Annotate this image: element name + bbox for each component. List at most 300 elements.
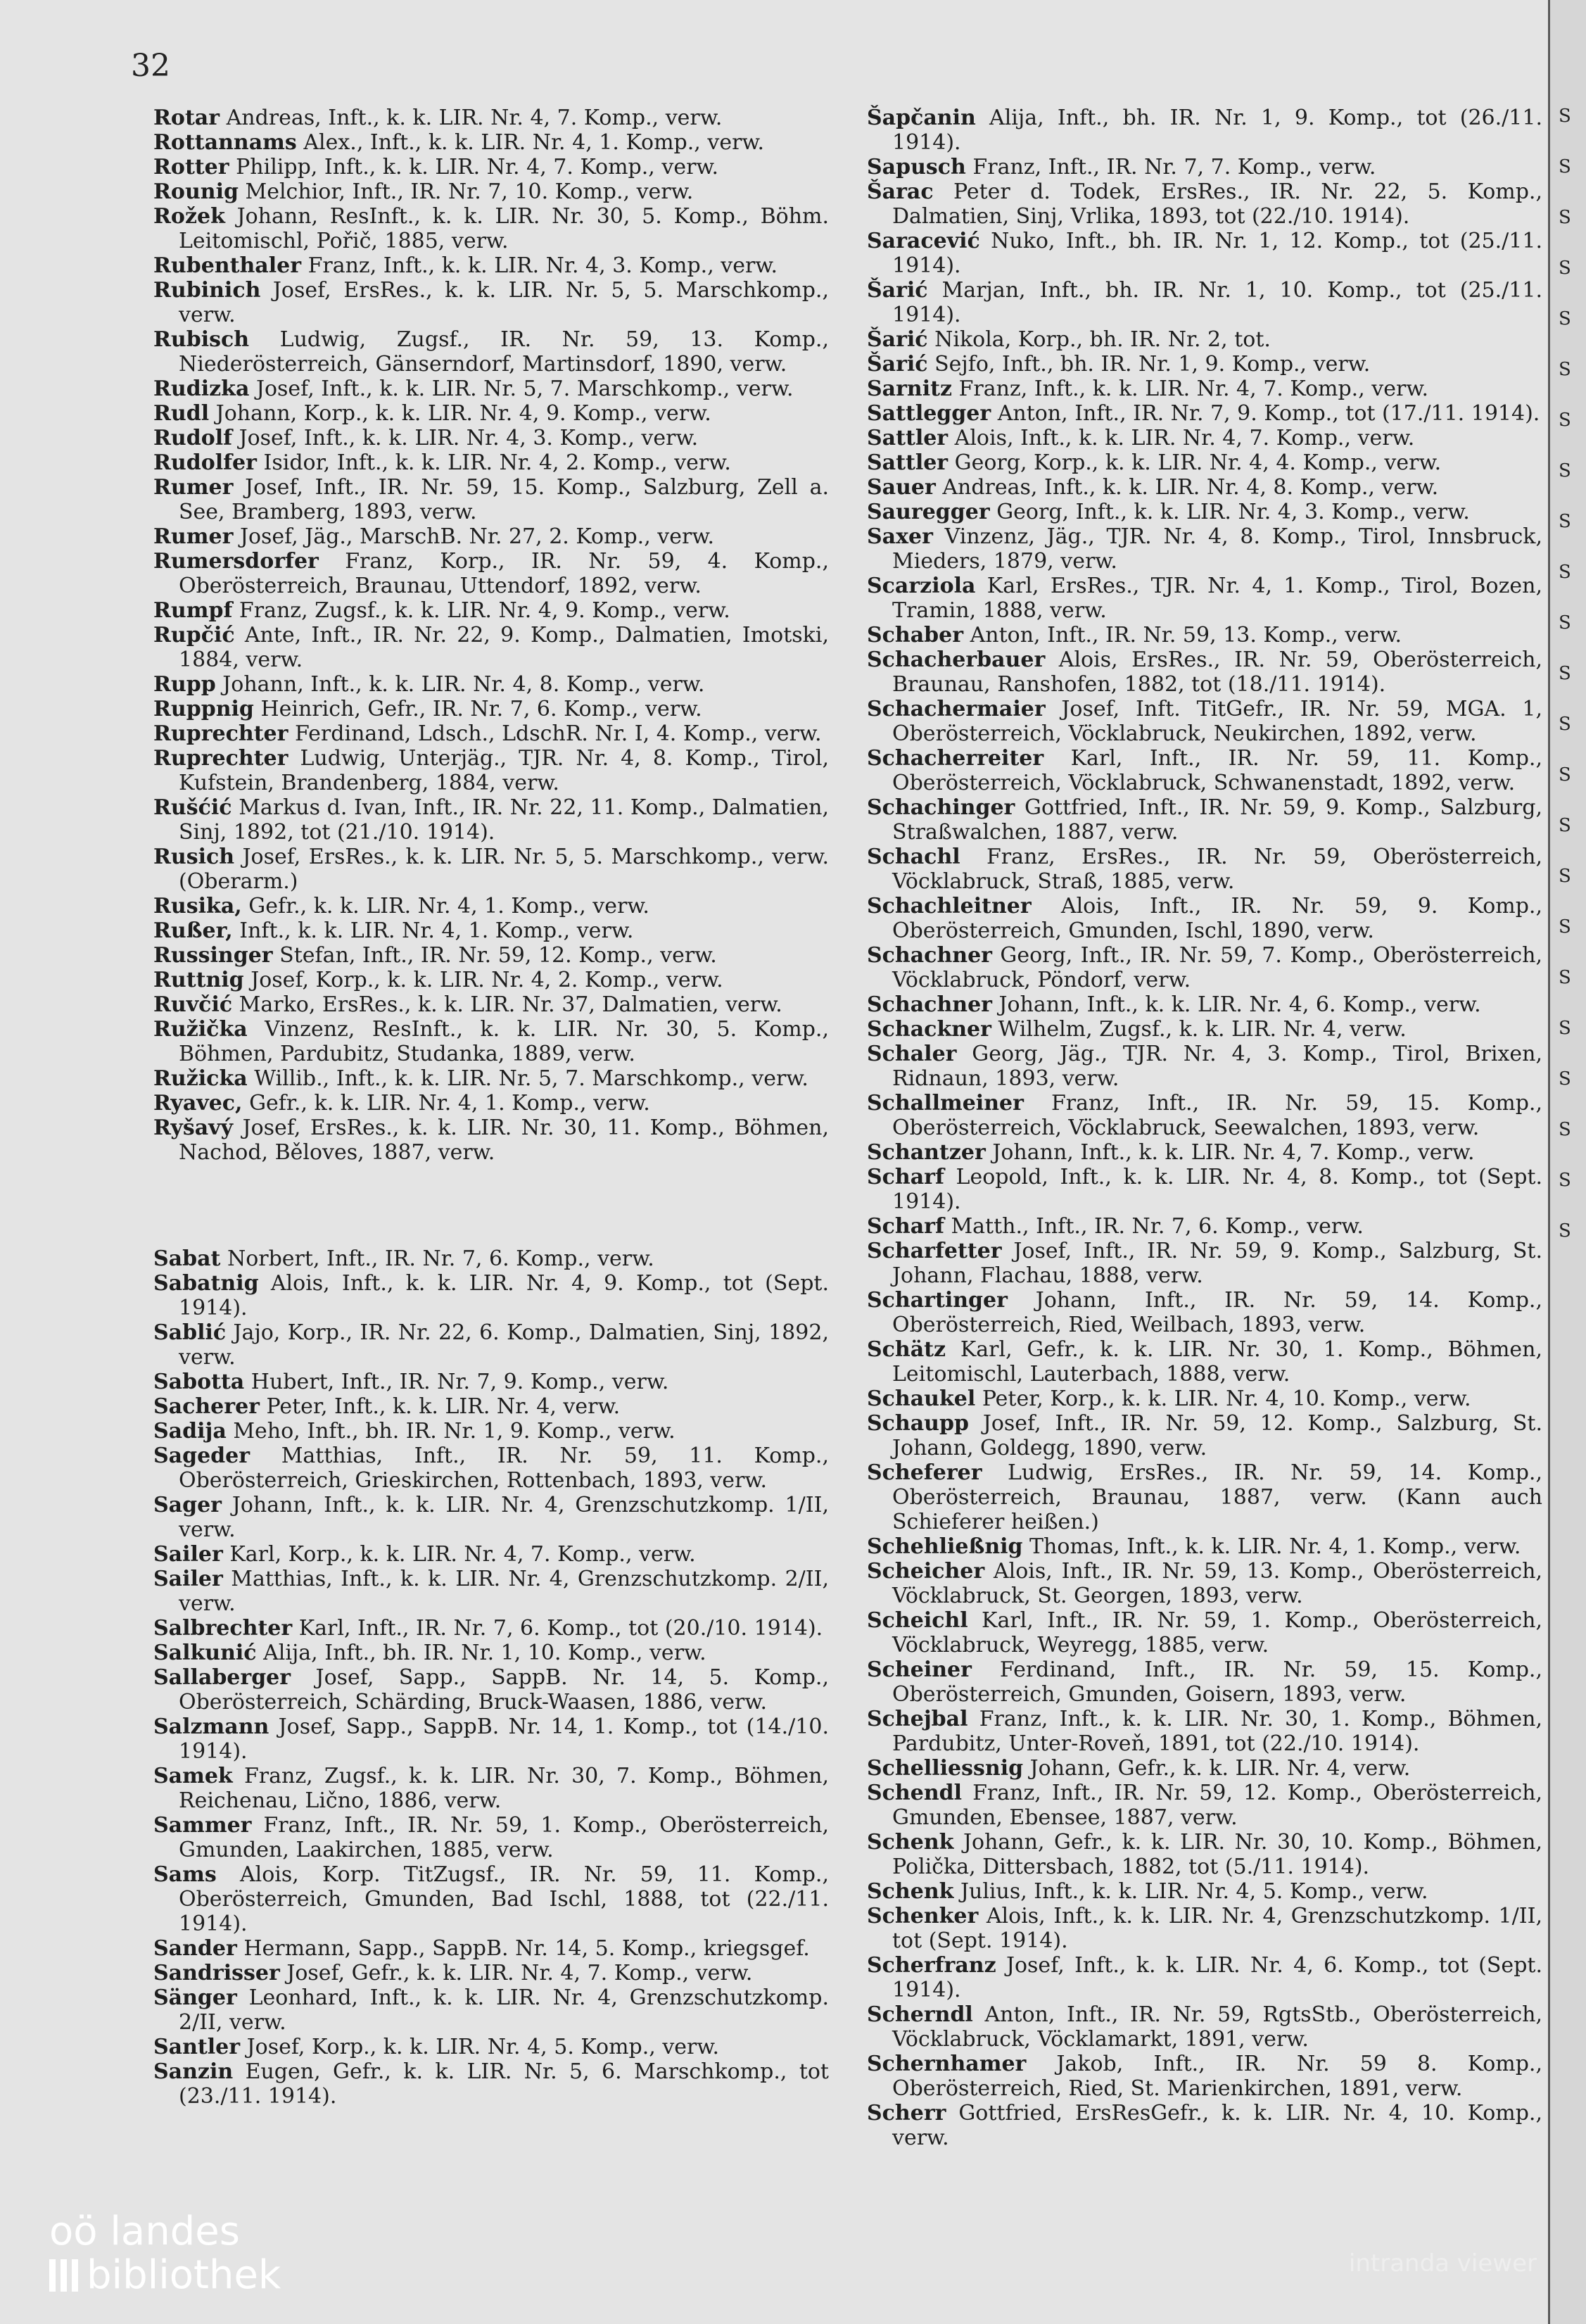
entry-surname: Rußer, bbox=[153, 918, 233, 943]
entry-details: Josef, Inft., k. k. LIR. Nr. 4, 6. Komp., tot (Sept. 1914). bbox=[892, 1953, 1542, 2002]
entry-surname: Schallmeiner bbox=[867, 1091, 1024, 1116]
entry-surname: Salzmann bbox=[153, 1714, 269, 1739]
list-entry bbox=[153, 1714, 829, 1764]
edge-letter: S bbox=[1559, 308, 1571, 329]
entry-details: Philipp, Inft., k. k. LIR. Nr. 4, 7. Komp., verw. bbox=[236, 155, 719, 179]
entry-surname: Sams bbox=[153, 1862, 217, 1887]
entry-surname: Rožek bbox=[153, 204, 225, 229]
entry-details: Josef, Inft. TitGefr., IR. Nr. 59, MGA. 1, Oberösterreich, Vöcklabruck, Neukirchen, 1892, verw. bbox=[892, 697, 1542, 746]
list-entry bbox=[153, 721, 829, 746]
entry-surname: Schätz bbox=[867, 1337, 946, 1362]
list-entry bbox=[867, 1781, 1542, 1830]
list-entry bbox=[867, 795, 1542, 845]
entry-details: Franz, Inft., IR. Nr. 59, 15. Komp., Oberösterreich, Vöcklabruck, Seewalchen, 1893, verw. bbox=[892, 1091, 1542, 1140]
entry-surname: Ruvčić bbox=[153, 992, 233, 1017]
list-entry bbox=[867, 1017, 1542, 1042]
list-entry bbox=[153, 1567, 829, 1616]
list-entry bbox=[153, 1066, 829, 1091]
entry-surname: Sageder bbox=[153, 1444, 250, 1468]
list-entry bbox=[153, 155, 829, 179]
entry-details: Stefan, Inft., IR. Nr. 59, 12. Komp., verw. bbox=[279, 943, 717, 968]
entry-surname: Sanzin bbox=[153, 2059, 234, 2084]
entry-details: Franz, Zugsf., k. k. LIR. Nr. 30, 7. Komp., Böhmen, Reichenau, Lično, 1886, verw. bbox=[179, 1764, 829, 1813]
entry-surname: Rumpf bbox=[153, 598, 233, 623]
list-entry bbox=[867, 179, 1542, 229]
list-entry bbox=[867, 574, 1542, 623]
list-entry bbox=[867, 943, 1542, 992]
list-entry bbox=[867, 352, 1542, 377]
entry-details: Ferdinand, Inft., IR. Nr. 59, 15. Komp., Oberösterreich, Gmunden, Goisern, 1893, verw. bbox=[892, 1657, 1542, 1707]
list-entry bbox=[153, 377, 829, 401]
entry-details: Josef, Jäg., MarschB. Nr. 27, 2. Komp., verw. bbox=[239, 524, 714, 549]
list-entry bbox=[153, 746, 829, 795]
entry-surname: Šarić bbox=[867, 327, 928, 352]
entry-surname: Sacherer bbox=[153, 1394, 260, 1419]
entry-surname: Schantzer bbox=[867, 1140, 986, 1165]
entry-details: Franz, Inft., IR. Nr. 7, 7. Komp., verw. bbox=[972, 155, 1376, 179]
entry-details: Franz, ErsRes., IR. Nr. 59, Oberösterreich, Vöcklabruck, Straß, 1885, verw. bbox=[892, 845, 1542, 894]
list-entry bbox=[153, 450, 829, 475]
list-entry bbox=[153, 623, 829, 672]
list-entry bbox=[153, 992, 829, 1017]
entry-details: Markus d. Ivan, Inft., IR. Nr. 22, 11. Komp., Dalmatien, Sinj, 1892, tot (21./10. 1914). bbox=[179, 795, 829, 845]
entry-surname: Rudolfer bbox=[153, 450, 257, 475]
entry-surname: Schenk bbox=[867, 1879, 954, 1904]
list-entry bbox=[153, 1961, 829, 1985]
list-entry bbox=[153, 1616, 829, 1641]
edge-letter: S bbox=[1559, 156, 1571, 177]
entry-details: Willib., Inft., k. k. LIR. Nr. 5, 7. Marschkomp., verw. bbox=[254, 1066, 808, 1091]
entry-details: Leopold, Inft., k. k. LIR. Nr. 4, 8. Komp., tot (Sept. 1914). bbox=[892, 1165, 1542, 1214]
entry-surname: Samek bbox=[153, 1764, 233, 1788]
entry-surname: Sänger bbox=[153, 1985, 237, 2010]
entry-surname: Schachner bbox=[867, 943, 992, 968]
entry-details: Matth., Inft., IR. Nr. 7, 6. Komp., verw. bbox=[951, 1214, 1364, 1239]
list-entry bbox=[153, 1764, 829, 1813]
list-entry bbox=[153, 130, 829, 155]
entry-surname: Scharfetter bbox=[867, 1239, 1002, 1263]
list-entry bbox=[153, 598, 829, 623]
list-entry bbox=[867, 106, 1542, 155]
list-entry bbox=[153, 253, 829, 278]
entry-details: Josef, Inft., k. k. LIR. Nr. 4, 3. Komp., verw. bbox=[239, 426, 699, 450]
entry-details: Gefr., k. k. LIR. Nr. 4, 1. Komp., verw. bbox=[249, 1091, 650, 1116]
entry-surname: Šarac bbox=[867, 179, 934, 204]
list-entry bbox=[153, 549, 829, 598]
list-entry bbox=[153, 1271, 829, 1320]
entry-details: Alex., Inft., k. k. LIR. Nr. 4, 1. Komp., verw. bbox=[303, 130, 765, 155]
entry-surname: Ruprechter bbox=[153, 746, 288, 771]
list-entry bbox=[867, 1337, 1542, 1387]
entry-surname: Schacherreiter bbox=[867, 746, 1044, 771]
entry-details: Alija, Inft., bh. IR. Nr. 1, 9. Komp., tot (26./11. 1914). bbox=[892, 106, 1542, 155]
entry-surname: Schehließnig bbox=[867, 1534, 1023, 1559]
library-logo bbox=[49, 2210, 281, 2297]
entry-details: Franz, Inft., IR. Nr. 59, 1. Komp., Oberösterreich, Gmunden, Laakirchen, 1885, verw. bbox=[179, 1813, 829, 1862]
list-entry bbox=[867, 155, 1542, 179]
entry-surname: Ryšavý bbox=[153, 1116, 234, 1140]
entry-details: Franz, Inft., k. k. LIR. Nr. 4, 7. Komp., verw. bbox=[958, 377, 1428, 401]
list-entry bbox=[153, 943, 829, 968]
adjacent-page-edge bbox=[1548, 0, 1586, 2324]
list-entry bbox=[153, 278, 829, 327]
list-entry bbox=[153, 1862, 829, 1936]
list-entry bbox=[867, 1608, 1542, 1657]
entry-details: Johann, ResInft., k. k. LIR. Nr. 30, 5. Komp., Böhm. Leitomischl, Pořič, 1885, verw. bbox=[179, 204, 830, 253]
entry-surname: Sandrisser bbox=[153, 1961, 280, 1985]
entry-surname: Rubisch bbox=[153, 327, 250, 352]
entry-surname: Rupp bbox=[153, 672, 216, 697]
list-entry bbox=[867, 1707, 1542, 1756]
entry-surname: Schacherbauer bbox=[867, 648, 1046, 672]
entry-surname: Ružicka bbox=[153, 1066, 248, 1091]
entry-surname: Rudl bbox=[153, 401, 210, 426]
list-entry bbox=[153, 1370, 829, 1394]
list-entry bbox=[153, 475, 829, 524]
entry-surname: Schaber bbox=[867, 623, 964, 648]
entry-details: Wilhelm, Zugsf., k. k. LIR. Nr. 4, verw. bbox=[998, 1017, 1407, 1042]
list-entry bbox=[153, 918, 829, 943]
entry-surname: Schenker bbox=[867, 1904, 979, 1928]
entry-surname: Sauregger bbox=[867, 500, 990, 524]
list-entry bbox=[867, 1140, 1542, 1165]
list-entry bbox=[153, 106, 829, 130]
entry-surname: Schackner bbox=[867, 1017, 991, 1042]
entry-surname: Šarić bbox=[867, 352, 928, 377]
list-entry bbox=[153, 426, 829, 450]
entry-surname: Salkunić bbox=[153, 1641, 257, 1665]
entry-details: Georg, Inft., IR. Nr. 59, 7. Komp., Oberösterreich, Vöcklabruck, Pöndorf, verw. bbox=[892, 943, 1542, 992]
entry-surname: Santler bbox=[153, 2035, 241, 2059]
entry-details: Ante, Inft., IR. Nr. 22, 9. Komp., Dalmatien, Imotski, 1884, verw. bbox=[179, 623, 829, 672]
entry-surname: Rumer bbox=[153, 524, 234, 549]
entry-details: Josef, Korp., k. k. LIR. Nr. 4, 5. Komp., verw. bbox=[246, 2035, 720, 2059]
entry-details: Melchior, Inft., IR. Nr. 7, 10. Komp., verw. bbox=[245, 179, 694, 204]
list-entry bbox=[867, 1460, 1542, 1534]
entry-details: Johann, Gefr., k. k. LIR. Nr. 4, verw. bbox=[1029, 1756, 1411, 1781]
list-entry bbox=[867, 746, 1542, 795]
entry-surname: Šarić bbox=[867, 278, 928, 303]
edge-letter: S bbox=[1559, 106, 1571, 127]
list-entry bbox=[153, 1542, 829, 1567]
entry-details: Franz, Inft., k. k. LIR. Nr. 4, 3. Komp., verw. bbox=[307, 253, 778, 278]
entry-details: Alois, Inft., k. k. LIR. Nr. 4, 9. Komp., tot (Sept. 1914). bbox=[179, 1271, 829, 1320]
entry-surname: Russinger bbox=[153, 943, 273, 968]
list-entry bbox=[153, 1246, 829, 1271]
list-entry bbox=[153, 1665, 829, 1714]
entry-details: Inft., k. k. LIR. Nr. 4, 1. Komp., verw. bbox=[239, 918, 634, 943]
section-gap bbox=[153, 1165, 829, 1246]
list-entry bbox=[867, 450, 1542, 475]
list-entry bbox=[867, 1904, 1542, 1953]
entry-details: Johann, Inft., k. k. LIR. Nr. 4, 8. Komp., verw. bbox=[222, 672, 705, 697]
entry-surname: Sager bbox=[153, 1493, 222, 1517]
list-entry bbox=[867, 648, 1542, 697]
entry-surname: Schaler bbox=[867, 1042, 957, 1066]
list-entry bbox=[153, 401, 829, 426]
edge-letter: S bbox=[1559, 1220, 1571, 1242]
list-entry bbox=[153, 968, 829, 992]
list-entry bbox=[867, 1411, 1542, 1460]
entry-details: Meho, Inft., bh. IR. Nr. 1, 9. Komp., verw. bbox=[233, 1419, 675, 1444]
entry-surname: Rusika, bbox=[153, 894, 242, 918]
entry-surname: Ryavec, bbox=[153, 1091, 243, 1116]
list-entry bbox=[153, 327, 829, 377]
entry-surname: Schernhamer bbox=[867, 2052, 1027, 2076]
entry-details: Johann, Inft., k. k. LIR. Nr. 4, 6. Komp., verw. bbox=[998, 992, 1481, 1017]
entry-details: Karl, Inft., IR. Nr. 59, 11. Komp., Oberösterreich, Vöcklabruck, Schwanenstadt, 1892, verw. bbox=[892, 746, 1542, 795]
edge-letter: S bbox=[1559, 612, 1571, 633]
entry-surname: Schachermaier bbox=[867, 697, 1046, 721]
entry-details: Franz, Zugsf., k. k. LIR. Nr. 4, 9. Komp., verw. bbox=[239, 598, 730, 623]
entry-details: Franz, Inft., IR. Nr. 59, 12. Komp., Oberösterreich, Gmunden, Ebensee, 1887, verw. bbox=[892, 1781, 1543, 1830]
list-entry bbox=[867, 327, 1542, 352]
edge-letter: S bbox=[1559, 967, 1571, 988]
list-entry bbox=[153, 2035, 829, 2059]
entry-details: Gottfried, Inft., IR. Nr. 59, 9. Komp., Salzburg, Straßwalchen, 1887, verw. bbox=[892, 795, 1542, 845]
entry-surname: Scheiner bbox=[867, 1657, 972, 1682]
list-entry bbox=[153, 2059, 829, 2109]
entry-details: Franz, Inft., k. k. LIR. Nr. 30, 1. Komp., Böhmen, Pardubitz, Unter-Roveň, 1891, tot (22./10. 1914). bbox=[892, 1707, 1542, 1756]
entry-details: Karl, Korp., k. k. LIR. Nr. 4, 7. Komp., verw. bbox=[229, 1542, 696, 1567]
list-entry bbox=[867, 278, 1542, 327]
list-entry bbox=[153, 1091, 829, 1116]
entry-details: Leonhard, Inft., k. k. LIR. Nr. 4, Grenzschutzkomp. 2/II, verw. bbox=[179, 1985, 829, 2035]
list-entry bbox=[153, 845, 829, 894]
list-entry bbox=[153, 1017, 829, 1066]
list-entry bbox=[867, 1657, 1542, 1707]
list-entry bbox=[153, 1813, 829, 1862]
list-entry bbox=[867, 1288, 1542, 1337]
entry-details: Matthias, Inft., k. k. LIR. Nr. 4, Grenzschutzkomp. 2/II, verw. bbox=[179, 1567, 829, 1616]
entry-details: Alois, Inft., k. k. LIR. Nr. 4, Grenzschutzkomp. 1/II, tot (Sept. 1914). bbox=[892, 1904, 1542, 1953]
list-entry bbox=[867, 229, 1542, 278]
entry-details: Karl, Gefr., k. k. LIR. Nr. 30, 1. Komp., Böhmen, Leitomischl, Lauterbach, 1888, verw. bbox=[892, 1337, 1543, 1387]
entry-surname: Schachner bbox=[867, 992, 992, 1017]
entry-details: Jakob, Inft., IR. Nr. 59 8. Komp., Oberösterreich, Ried, St. Marienkirchen, 1891, verw. bbox=[892, 2052, 1542, 2101]
entry-surname: Rudolf bbox=[153, 426, 233, 450]
entry-surname: Scheferer bbox=[867, 1460, 982, 1485]
entry-details: Josef, ErsRes., k. k. LIR. Nr. 5, 5. Marschkomp., verw. bbox=[179, 278, 829, 327]
edge-letter: S bbox=[1559, 258, 1571, 279]
entry-details: Vinzenz, ResInft., k. k. LIR. Nr. 30, 5. Komp., Böhmen, Pardubitz, Studanka, 1889, verw. bbox=[179, 1017, 829, 1066]
entry-surname: Schendl bbox=[867, 1781, 963, 1805]
entry-surname: Sapusch bbox=[867, 155, 966, 179]
entry-surname: Sabat bbox=[153, 1246, 221, 1271]
list-entry bbox=[867, 845, 1542, 894]
entry-surname: Sadija bbox=[153, 1419, 227, 1444]
edge-letter: S bbox=[1559, 916, 1571, 937]
list-entry bbox=[153, 1320, 829, 1370]
edge-letter: S bbox=[1559, 1068, 1571, 1090]
list-entry bbox=[867, 1091, 1542, 1140]
entry-details: Josef, ErsRes., k. k. LIR. Nr. 5, 5. Marschkomp., verw. (Oberarm.) bbox=[179, 845, 829, 894]
entry-surname: Scarziola bbox=[867, 574, 976, 598]
list-entry bbox=[867, 1042, 1542, 1091]
list-entry bbox=[153, 179, 829, 204]
entry-details: Andreas, Inft., k. k. LIR. Nr. 4, 7. Komp., verw. bbox=[226, 106, 723, 130]
list-entry bbox=[153, 697, 829, 721]
entry-details: Alois, Inft., k. k. LIR. Nr. 4, 7. Komp., verw. bbox=[954, 426, 1415, 450]
entry-surname: Sammer bbox=[153, 1813, 252, 1838]
list-entry bbox=[867, 1214, 1542, 1239]
entry-surname: Scharf bbox=[867, 1214, 944, 1239]
entry-details: Andreas, Inft., k. k. LIR. Nr. 4, 8. Komp., verw. bbox=[942, 475, 1439, 500]
entry-details: Nuko, Inft., bh. IR. Nr. 1, 12. Komp., tot (25./11. 1914). bbox=[892, 229, 1542, 278]
entry-surname: Scherndl bbox=[867, 2002, 973, 2027]
entry-surname: Rubenthaler bbox=[153, 253, 302, 278]
edge-letter: S bbox=[1559, 207, 1571, 228]
list-entry bbox=[867, 1830, 1542, 1879]
edge-letter: S bbox=[1559, 511, 1571, 532]
entry-surname: Schejbal bbox=[867, 1707, 968, 1731]
edge-letter: S bbox=[1559, 359, 1571, 380]
entry-surname: Sattler bbox=[867, 450, 949, 475]
entry-details: Ludwig, ErsRes., IR. Nr. 59, 14. Komp., Oberösterreich, Braunau, 1887, verw. (Kann auch Schieferer heißen.) bbox=[892, 1460, 1542, 1534]
list-entry bbox=[153, 1985, 829, 2035]
entry-surname: Ruttnig bbox=[153, 968, 244, 992]
entry-details: Josef, ErsRes., k. k. LIR. Nr. 30, 11. Komp., Böhmen, Nachod, Běloves, 1887, verw. bbox=[179, 1116, 829, 1165]
list-entry bbox=[867, 697, 1542, 746]
entry-details: Josef, Inft., IR. Nr. 59, 12. Komp., Salzburg, St. Johann, Goldegg, 1890, verw. bbox=[892, 1411, 1542, 1460]
entry-details: Johann, Inft., k. k. LIR. Nr. 4, 7. Komp., verw. bbox=[992, 1140, 1475, 1165]
list-entry bbox=[867, 992, 1542, 1017]
entry-details: Anton, Inft., IR. Nr. 59, 13. Komp., verw. bbox=[970, 623, 1402, 648]
entry-surname: Schaukel bbox=[867, 1387, 976, 1411]
entry-details: Norbert, Inft., IR. Nr. 7, 6. Komp., verw. bbox=[227, 1246, 654, 1271]
list-entry bbox=[153, 1493, 829, 1542]
entry-surname: Sabotta bbox=[153, 1370, 245, 1394]
list-entry bbox=[153, 1641, 829, 1665]
entry-details: Hubert, Inft., IR. Nr. 7, 9. Komp., verw. bbox=[250, 1370, 669, 1394]
entry-details: Sejfo, Inft., bh. IR. Nr. 1, 9. Komp., verw. bbox=[934, 352, 1371, 377]
entry-details: Thomas, Inft., k. k. LIR. Nr. 4, 1. Komp., verw. bbox=[1029, 1534, 1521, 1559]
entry-details: Georg, Korp., k. k. LIR. Nr. 4, 4. Komp., verw. bbox=[954, 450, 1442, 475]
edge-letter: S bbox=[1559, 866, 1571, 887]
entry-surname: Schachinger bbox=[867, 795, 1015, 820]
entry-surname: Sattlegger bbox=[867, 401, 991, 426]
logo-line-1: oö landes bbox=[49, 2209, 240, 2254]
list-entry bbox=[153, 1444, 829, 1493]
entry-surname: Sander bbox=[153, 1936, 237, 1961]
entry-details: Johann, Inft., IR. Nr. 59, 14. Komp., Oberösterreich, Ried, Weilbach, 1893, verw. bbox=[892, 1288, 1542, 1337]
page-number: 32 bbox=[131, 48, 170, 84]
entry-surname: Rubinich bbox=[153, 278, 261, 303]
entry-details: Alois, Inft., IR. Nr. 59, 9. Komp., Oberösterreich, Gmunden, Ischl, 1890, verw. bbox=[892, 894, 1542, 943]
entry-details: Josef, Inft., IR. Nr. 59, 15. Komp., Salzburg, Zell a. See, Bramberg, 1893, verw. bbox=[179, 475, 829, 524]
entry-details: Alois, Korp. TitZugsf., IR. Nr. 59, 11. Komp., Oberösterreich, Gmunden, Bad Ischl, 1888, tot (22./11. 1914). bbox=[179, 1862, 829, 1936]
logo-bars-icon bbox=[49, 2259, 78, 2292]
entry-details: Peter d. Todek, ErsRes., IR. Nr. 22, 5. Komp., Dalmatien, Sinj, Vrlika, 1893, tot (22./10. 1914). bbox=[892, 179, 1542, 229]
list-entry bbox=[867, 524, 1542, 574]
list-entry bbox=[867, 500, 1542, 524]
list-entry bbox=[153, 795, 829, 845]
entry-details: Karl, Inft., IR. Nr. 59, 1. Komp., Oberösterreich, Vöcklabruck, Weyregg, 1885, verw. bbox=[892, 1608, 1542, 1657]
entry-surname: Ruppnig bbox=[153, 697, 254, 721]
entry-surname: Rušćić bbox=[153, 795, 232, 820]
edge-letter: S bbox=[1559, 1170, 1571, 1191]
list-entry bbox=[153, 524, 829, 549]
list-entry bbox=[867, 1165, 1542, 1214]
list-entry bbox=[867, 1387, 1542, 1411]
entry-details: Josef, Gefr., k. k. LIR. Nr. 4, 7. Komp., verw. bbox=[286, 1961, 753, 1985]
entry-surname: Rotar bbox=[153, 106, 220, 130]
entry-details: Alija, Inft., bh. IR. Nr. 1, 10. Komp., verw. bbox=[263, 1641, 706, 1665]
edge-letter: S bbox=[1559, 562, 1571, 583]
entry-details: Karl, Inft., IR. Nr. 7, 6. Komp., tot (20./10. 1914). bbox=[298, 1616, 823, 1641]
entry-details: Ludwig, Unterjäg., TJR. Nr. 4, 8. Komp., Tirol, Kufstein, Brandenberg, 1884, verw. bbox=[179, 746, 829, 795]
entry-surname: Sabatnig bbox=[153, 1271, 259, 1296]
entry-surname: Saxer bbox=[867, 524, 933, 549]
list-entry bbox=[153, 894, 829, 918]
entry-surname: Scheicher bbox=[867, 1559, 985, 1584]
list-entry bbox=[867, 475, 1542, 500]
list-entry bbox=[867, 426, 1542, 450]
entry-surname: Rottannams bbox=[153, 130, 297, 155]
entry-surname: Rumersdorfer bbox=[153, 549, 319, 574]
entry-details: Josef, Inft., k. k. LIR. Nr. 5, 7. Marschkomp., verw. bbox=[255, 377, 794, 401]
entry-surname: Scherfranz bbox=[867, 1953, 996, 1978]
entry-details: Josef, Sapp., SappB. Nr. 14, 5. Komp., Oberösterreich, Schärding, Bruck-Waasen, 1886, verw. bbox=[179, 1665, 829, 1714]
entry-surname: Sablić bbox=[153, 1320, 227, 1345]
list-entry bbox=[153, 1419, 829, 1444]
entry-surname: Sattler bbox=[867, 426, 949, 450]
list-entry bbox=[867, 1953, 1542, 2002]
entry-details: Ferdinand, Ldsch., LdschR. Nr. I, 4. Komp., verw. bbox=[295, 721, 822, 746]
entry-details: Vinzenz, Jäg., TJR. Nr. 4, 8. Komp., Tirol, Innsbruck, Mieders, 1879, verw. bbox=[892, 524, 1542, 574]
edge-letter: S bbox=[1559, 460, 1571, 481]
entry-surname: Saracević bbox=[867, 229, 980, 253]
entry-details: Franz, Korp., IR. Nr. 59, 4. Komp., Oberösterreich, Braunau, Uttendorf, 1892, verw. bbox=[179, 549, 829, 598]
left-column bbox=[153, 106, 829, 2109]
list-entry bbox=[867, 623, 1542, 648]
entry-details: Karl, ErsRes., TJR. Nr. 4, 1. Komp., Tirol, Bozen, Tramin, 1888, verw. bbox=[892, 574, 1542, 623]
entry-surname: Schaupp bbox=[867, 1411, 969, 1436]
entry-details: Georg, Inft., k. k. LIR. Nr. 4, 3. Komp., verw. bbox=[996, 500, 1470, 524]
list-entry bbox=[867, 894, 1542, 943]
entry-details: Julius, Inft., k. k. LIR. Nr. 4, 5. Komp., verw. bbox=[960, 1879, 1428, 1904]
entry-details: Anton, Inft., IR. Nr. 59, RgtsStb., Oberösterreich, Vöcklabruck, Vöcklamarkt, 1891, verw. bbox=[892, 2002, 1542, 2052]
list-entry bbox=[153, 1936, 829, 1961]
entry-details: Ludwig, Zugsf., IR. Nr. 59, 13. Komp., Niederösterreich, Gänserndorf, Martinsdorf, 1890, verw. bbox=[179, 327, 829, 377]
entry-surname: Sailer bbox=[153, 1567, 223, 1591]
list-entry bbox=[153, 1394, 829, 1419]
entry-surname: Scheichl bbox=[867, 1608, 968, 1633]
list-entry bbox=[867, 1559, 1542, 1608]
list-entry bbox=[867, 2002, 1542, 2052]
entry-surname: Šapčanin bbox=[867, 106, 976, 130]
entry-details: Marko, ErsRes., k. k. LIR. Nr. 37, Dalmatien, verw. bbox=[239, 992, 782, 1017]
entry-surname: Scherr bbox=[867, 2101, 946, 2126]
edge-letter: S bbox=[1559, 764, 1571, 785]
entry-details: Jajo, Korp., IR. Nr. 22, 6. Komp., Dalmatien, Sinj, 1892, verw. bbox=[179, 1320, 829, 1370]
entry-details: Josef, Inft., IR. Nr. 59, 9. Komp., Salzburg, St. Johann, Flachau, 1888, verw. bbox=[892, 1239, 1542, 1288]
entry-details: Gefr., k. k. LIR. Nr. 4, 1. Komp., verw. bbox=[248, 894, 649, 918]
entry-surname: Rounig bbox=[153, 179, 239, 204]
entry-details: Eugen, Gefr., k. k. LIR. Nr. 5, 6. Marschkomp., tot (23./11. 1914). bbox=[179, 2059, 829, 2109]
list-entry bbox=[153, 1116, 829, 1165]
entry-surname: Sallaberger bbox=[153, 1665, 291, 1690]
entry-surname: Ružička bbox=[153, 1017, 248, 1042]
edge-letter: S bbox=[1559, 663, 1571, 684]
entry-details: Peter, Korp., k. k. LIR. Nr. 4, 10. Komp., verw. bbox=[982, 1387, 1471, 1411]
list-entry bbox=[867, 1534, 1542, 1559]
entry-surname: Sauer bbox=[867, 475, 936, 500]
entry-details: Josef, Sapp., SappB. Nr. 14, 1. Komp., tot (14./10. 1914). bbox=[179, 1714, 829, 1764]
list-entry bbox=[867, 2052, 1542, 2101]
list-entry bbox=[867, 1239, 1542, 1288]
entry-details: Johann, Korp., k. k. LIR. Nr. 4, 9. Komp., verw. bbox=[215, 401, 711, 426]
